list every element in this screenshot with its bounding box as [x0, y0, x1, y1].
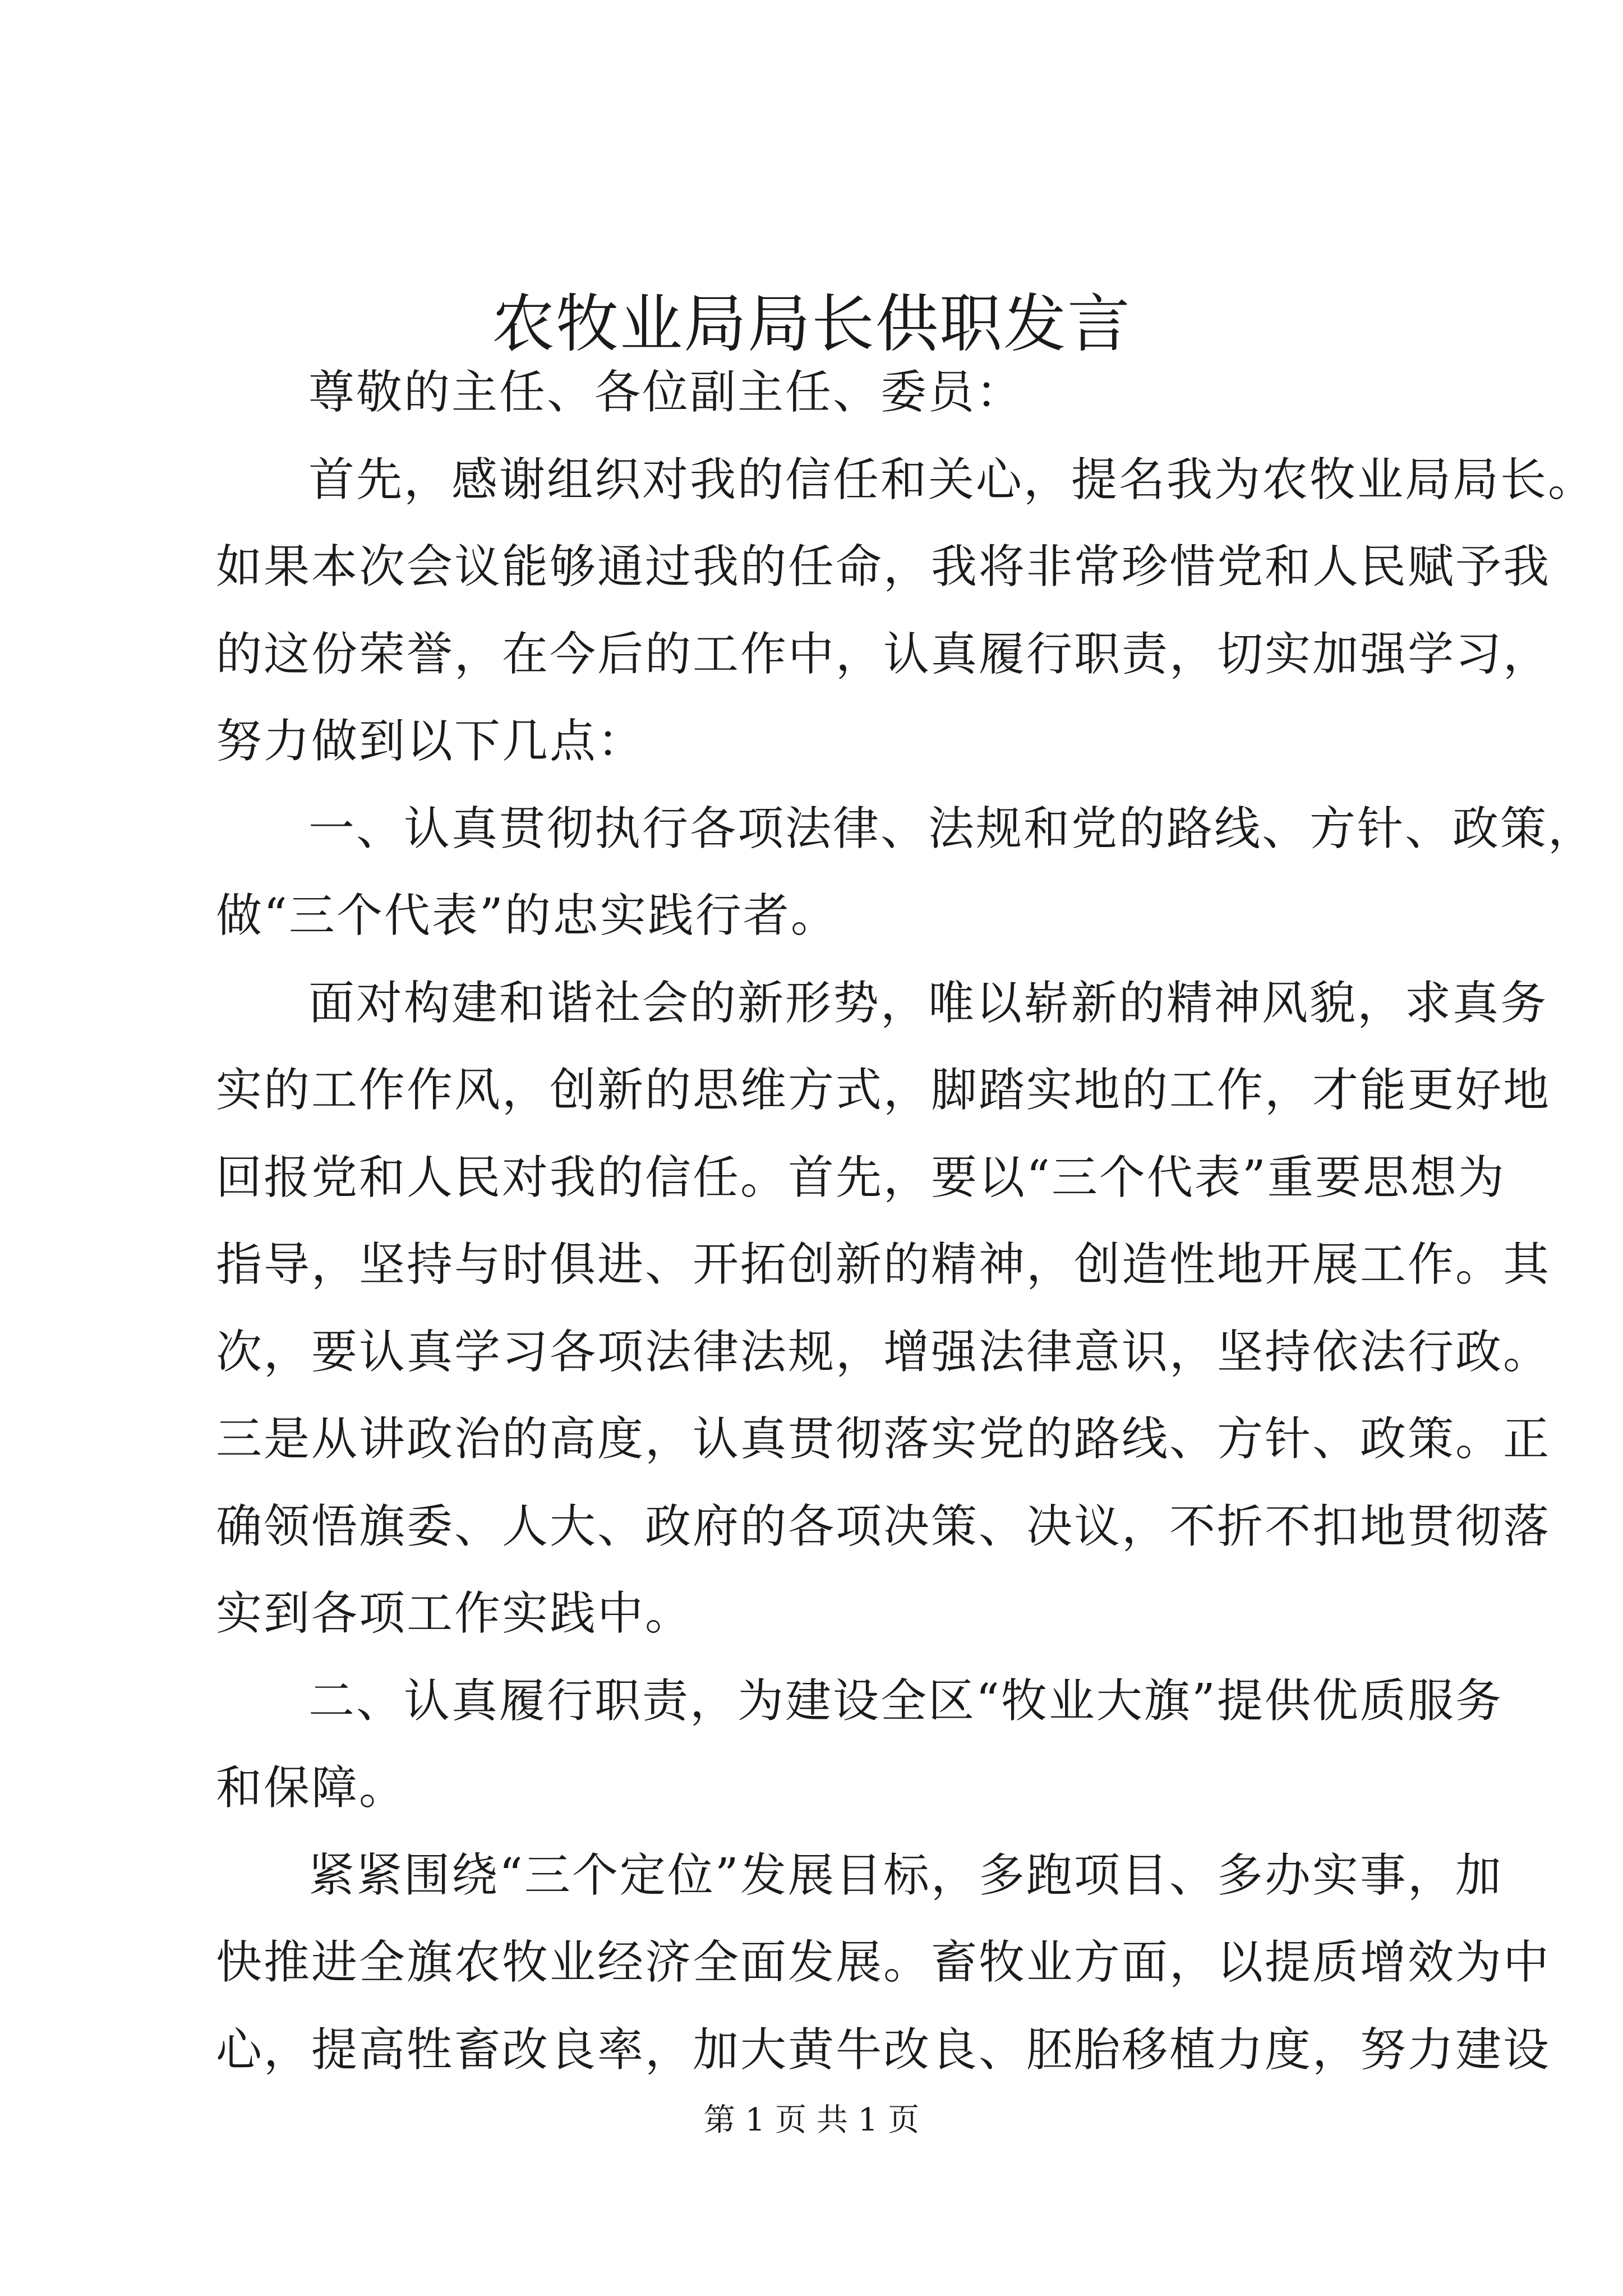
section-heading-line: 二、认真履行职责，为建设全区“牧业大旗”提供优质服务	[308, 1674, 1503, 1728]
paragraph-line: 回报党和人民对我的信任。首先，要以“三个代表”重要思想为	[216, 1151, 1506, 1204]
paragraph-line: 快推进全旗农牧业经济全面发展。畜牧业方面，以提质增效为中	[216, 1936, 1551, 1989]
page-footer: 第 1 页 共 1 页	[703, 2102, 920, 2138]
paragraph-line: 次，要认真学习各项法律法规，增强法律意识，坚持依法行政。	[216, 1325, 1551, 1379]
salutation-line: 尊敬的主任、各位副主任、委员：	[308, 366, 1024, 419]
paragraph-line: 首先，感谢组织对我的信任和关心，提名我为农牧业局局长。	[308, 453, 1596, 507]
section-heading-line: 一、认真贯彻执行各项法律、法规和党的路线、方针、政策，	[308, 802, 1596, 855]
paragraph-line: 努力做到以下几点：	[216, 715, 645, 768]
paragraph-line: 如果本次会议能够通过我的任命，我将非常珍惜党和人民赋予我	[216, 540, 1551, 593]
section-heading-line: 做“三个代表”的忠实践行者。	[216, 889, 838, 942]
paragraph-line: 的这份荣誉，在今后的工作中，认真履行职责，切实加强学习，	[216, 627, 1551, 681]
paragraph-line: 确领悟旗委、人大、政府的各项决策、决议，不折不扣地贯彻落	[216, 1499, 1551, 1553]
paragraph-line: 紧紧围绕“三个定位”发展目标，多跑项目、多办实事，加	[308, 1848, 1503, 1902]
paragraph-line: 面对构建和谐社会的新形势，唯以崭新的精神风貌，求真务	[308, 976, 1548, 1030]
document-body	[216, 349, 1596, 2093]
paragraph-line: 心，提高牲畜改良率，加大黄牛改良、胚胎移植力度，努力建设	[216, 2023, 1551, 2077]
section-heading-line: 和保障。	[216, 1761, 407, 1815]
document-title: 农牧业局局长供职发言	[492, 288, 1131, 361]
paragraph-line: 三是从讲政治的高度，认真贯彻落实党的路线、方针、政策。正	[216, 1412, 1551, 1466]
paragraph-line: 实到各项工作实践中。	[216, 1587, 693, 1640]
paragraph-line: 实的工作作风，创新的思维方式，脚踏实地的工作，才能更好地	[216, 1064, 1551, 1117]
paragraph-line: 指导，坚持与时俱进、开拓创新的精神，创造性地开展工作。其	[216, 1238, 1551, 1291]
